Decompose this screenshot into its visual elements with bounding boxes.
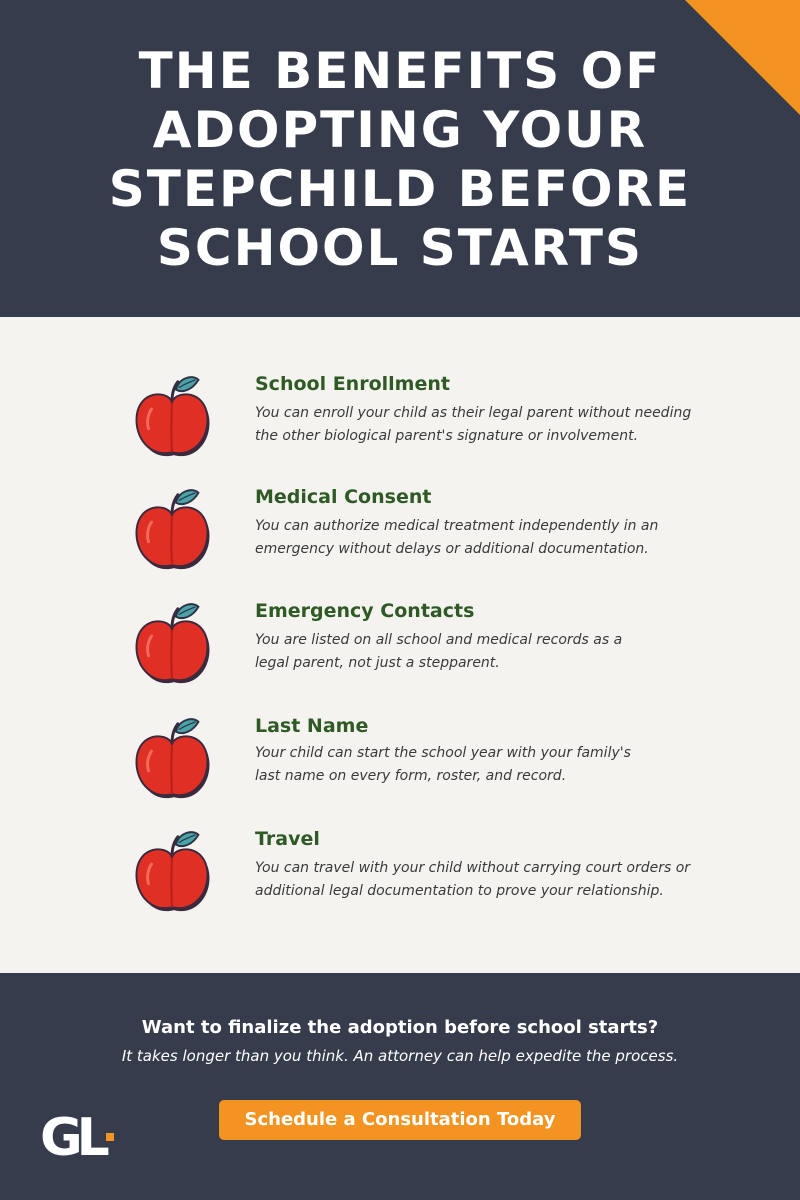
apple-icon bbox=[128, 372, 216, 460]
benefit-title: Medical Consent bbox=[255, 486, 432, 508]
apple-icon bbox=[128, 599, 216, 687]
benefit-item-last-name bbox=[0, 714, 800, 824]
benefit-description-line: You are listed on all school and medical records as a bbox=[255, 632, 623, 648]
gl-logo bbox=[40, 1107, 124, 1163]
benefit-description-line: last name on every form, roster, and record. bbox=[255, 768, 567, 784]
benefit-description bbox=[255, 742, 700, 788]
logo-lettering: GL bbox=[40, 1108, 104, 1163]
benefit-description bbox=[255, 402, 700, 448]
title-line: STEPCHILD BEFORE bbox=[108, 160, 692, 218]
benefit-description bbox=[255, 515, 700, 561]
benefit-title: Travel bbox=[255, 828, 320, 850]
benefit-title: Emergency Contacts bbox=[255, 600, 475, 622]
apple-icon bbox=[128, 714, 216, 802]
benefit-item-school-enrollment bbox=[0, 372, 800, 482]
benefit-description-line: legal parent, not just a stepparent. bbox=[255, 655, 500, 671]
page-title bbox=[0, 42, 800, 278]
footer-cta bbox=[0, 973, 800, 1200]
benefit-description-line: the other biological parent's signature or involvement. bbox=[255, 428, 639, 444]
benefit-description-line: Your child can start the school year with your family's bbox=[255, 745, 631, 761]
benefit-description bbox=[255, 857, 700, 903]
benefit-description-line: You can authorize medical treatment independently in an bbox=[255, 518, 659, 534]
benefit-description bbox=[255, 629, 700, 675]
header-banner bbox=[0, 0, 800, 317]
benefit-title: Last Name bbox=[255, 715, 369, 737]
benefit-description-line: additional legal documentation to prove your relationship. bbox=[255, 883, 664, 899]
benefit-item-emergency-contacts bbox=[0, 599, 800, 709]
benefits-list bbox=[0, 317, 800, 973]
benefit-title: School Enrollment bbox=[255, 373, 450, 395]
title-line: ADOPTING YOUR bbox=[152, 101, 648, 159]
apple-icon bbox=[128, 485, 216, 573]
benefit-item-travel bbox=[0, 827, 800, 937]
benefit-description-line: You can travel with your child without carrying court orders or bbox=[255, 860, 691, 876]
benefit-description-line: You can enroll your child as their legal parent without needing bbox=[255, 405, 692, 421]
cta-subheading: It takes longer than you think. An attorney can help expedite the process. bbox=[121, 1047, 679, 1065]
apple-icon bbox=[128, 827, 216, 915]
title-line: THE BENEFITS OF bbox=[138, 42, 662, 100]
benefit-item-medical-consent bbox=[0, 485, 800, 595]
schedule-consultation-button[interactable]: Schedule a Consultation Today bbox=[219, 1100, 581, 1140]
cta-heading: Want to finalize the adoption before school starts? bbox=[141, 1017, 659, 1038]
title-line: SCHOOL STARTS bbox=[156, 219, 644, 277]
benefit-description-line: emergency without delays or additional documentation. bbox=[255, 541, 649, 557]
